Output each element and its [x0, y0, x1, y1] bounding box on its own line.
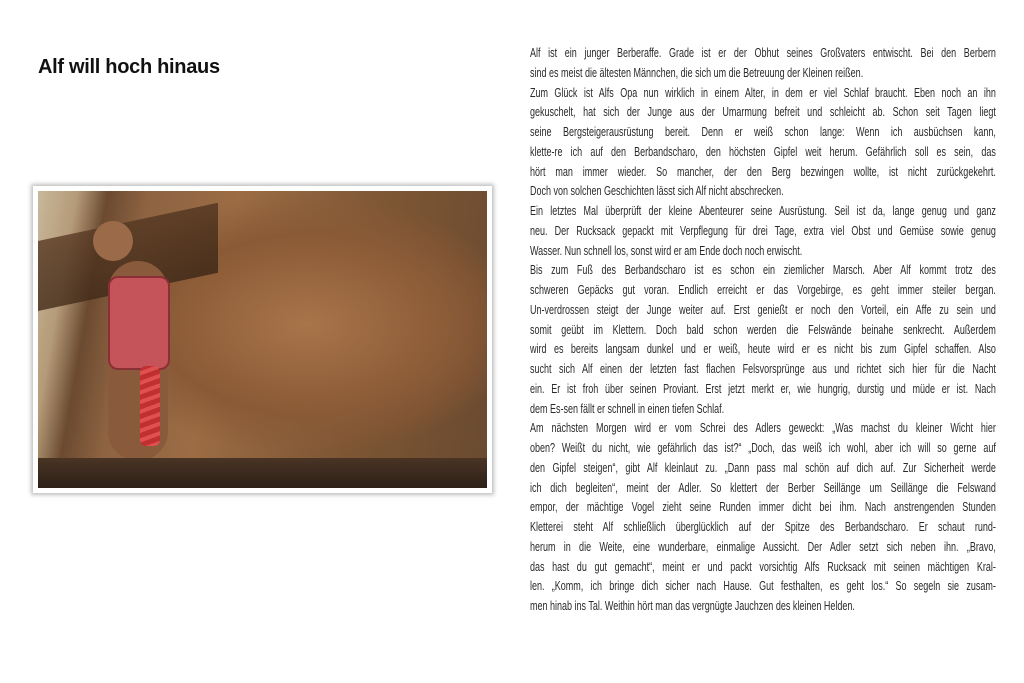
monkey-climbing-image [38, 191, 487, 488]
text-line [530, 202, 996, 222]
text-line-content: herum in die Weite, eine wunderbare, einmalige Aussicht. Der Adler setzt sich neben ihn. „Bravo, [530, 539, 996, 554]
paragraph [530, 419, 996, 617]
story-photo [33, 186, 492, 493]
text-line-content: Doch von solchen Geschichten lässt sich Alf nicht abschrecken. [530, 184, 784, 199]
text-line-content: Alf ist ein junger Berberaffe. Grade ist er der Obhut seines Großvaters entwischt. Bei den Berbern [530, 46, 996, 60]
text-line-content: somit geübt im Klettern. Doch bald schon werden die Felswände beinahe senkrecht. Außerdem [530, 322, 996, 337]
text-line-content: Bis zum Fuß des Berbandscharo ist es schon ein ziemlicher Marsch. Aber Alf kommt trotz des [530, 263, 996, 278]
text-line-content: hört man immer wieder. So mancher, der den Berg bezwingen wollte, ist nicht zurückgekehrt. [530, 164, 996, 179]
text-line [530, 400, 996, 420]
text-line [530, 518, 996, 538]
paragraph [530, 84, 996, 203]
monkey-head [93, 221, 133, 261]
text-line [530, 222, 996, 242]
text-line [530, 558, 996, 578]
text-line [530, 84, 996, 104]
text-line [530, 459, 996, 479]
backpack [108, 276, 170, 370]
paragraph [530, 261, 996, 419]
text-line-content: sucht sich Alf einen der letzten fast flachen Felsvorsprünge aus und richtet sich hier für die Nacht [530, 362, 996, 376]
text-line [530, 44, 996, 64]
text-line-content: gekuschelt, hat sich der Junge aus der Umarmung befreit und schleicht ab. Schon seit Tagen liegt [530, 105, 996, 120]
text-line [530, 103, 996, 123]
text-line-content: len. „Komm, ich bringe dich sicher nach Hause. Gut festhalten, es geht los.“ So segeln sie zusam- [530, 579, 996, 594]
text-line-content: men hinab ins Tal. Weithin hört man das vergnügte Jauchzen des kleinen Helden. [530, 599, 855, 613]
text-line-content: ein. Er ist froh über seinen Proviant. Erst jetzt merkt er, wie hungrig, durstig und müde er ist. Nach [530, 381, 996, 396]
text-line-content: seine Bergsteigerausrüstung bereit. Denn er weiß schon lange: Wenn ich ausbüchsen kann, [530, 125, 996, 139]
text-line-content: schweren Gepäcks gut voran. Endlich erreicht er das Vorgebirge, es geht immer steiler bergan. [530, 283, 996, 297]
text-line [530, 321, 996, 341]
text-line-content: Ein letztes Mal überprüft der kleine Abenteurer seine Ausrüstung. Seil ist da, lange genug und ganz [530, 204, 996, 218]
text-line [530, 597, 996, 617]
text-line [530, 538, 996, 558]
text-line-content: Wasser. Nun schnell los, sonst wird er am Ende doch noch erwischt. [530, 243, 803, 258]
rope [140, 366, 160, 446]
text-line [530, 281, 996, 301]
text-line [530, 419, 996, 439]
text-line-content: empor, der mächtige Vogel zieht seine Runden immer dicht bei ihm. Nach anstrengenden Stunden [530, 500, 996, 515]
text-line-content: dem Es-sen fällt er schnell in einen tiefen Schlaf. [530, 401, 725, 416]
text-line [530, 479, 996, 499]
text-line-content: das hast du gut gemacht“, meint er und packt vorsichtig Alfs Rucksack mit seinen mächtigen Kral- [530, 559, 996, 574]
text-line-content: sind es meist die ältesten Männchen, die sich um die Betreuung der Kleinen reißen. [530, 65, 864, 80]
paragraph [530, 44, 996, 84]
text-line-content: wird es bereits langsam dunkel und er weiß, heute wird er es nicht bis zum Gipfel schaffen. Also [530, 342, 996, 357]
text-line [530, 498, 996, 518]
text-line [530, 577, 996, 597]
paragraph [530, 202, 996, 261]
text-line [530, 123, 996, 143]
text-line [530, 301, 996, 321]
story-text [530, 44, 996, 617]
text-line-content: oben? Weißt du nicht, wie gefährlich das ist?“ „Doch, das weiß ich wohl, aber ich will so gerne auf [530, 441, 996, 455]
text-line [530, 439, 996, 459]
text-line-content: den Gipfel steigen“, gibt Alf kleinlaut zu. „Dann pass mal schön auf dich auf. Zur Sicherheit werde [530, 460, 996, 475]
text-line-content: neu. Der Rucksack gepackt mit Verpflegung für drei Tage, extra viel Obst und Gemüse sowie genug [530, 223, 996, 238]
page-title: Alf will hoch hinaus [38, 56, 220, 79]
text-line-content: Zum Glück ist Alfs Opa nun wirklich in einem Alter, in dem er viel Schlaf braucht. Eben noch an ihn [530, 85, 996, 100]
text-line-content: ich dich begleiten“, meint der Adler. So klettert der Berber Seillänge um Seillänge die Felswand [530, 480, 996, 495]
text-line-content: Am nächsten Morgen wird er vom Schrei des Adlers geweckt: „Was machst du kleiner Wicht hier [530, 421, 996, 436]
text-line [530, 163, 996, 183]
rock-ledge [38, 458, 487, 488]
text-line [530, 182, 996, 202]
text-line [530, 360, 996, 380]
text-line [530, 261, 996, 281]
text-line [530, 340, 996, 360]
text-line-content: Kletterei steht Alf schließlich überglücklich auf der Spitze des Berbandscharo. Er schaut rund- [530, 520, 996, 534]
text-line-content: Un-verdrossen steigt der Junge weiter auf. Erst genießt er noch den Vorteil, ein Affe zu sein und [530, 302, 996, 317]
text-line [530, 242, 996, 262]
text-line-content: klette-re ich auf den Berbandscharo, den höchsten Gipfel weit herum. Gefährlich soll es sein, das [530, 144, 996, 159]
text-line [530, 143, 996, 163]
text-line [530, 64, 996, 84]
text-line [530, 380, 996, 400]
